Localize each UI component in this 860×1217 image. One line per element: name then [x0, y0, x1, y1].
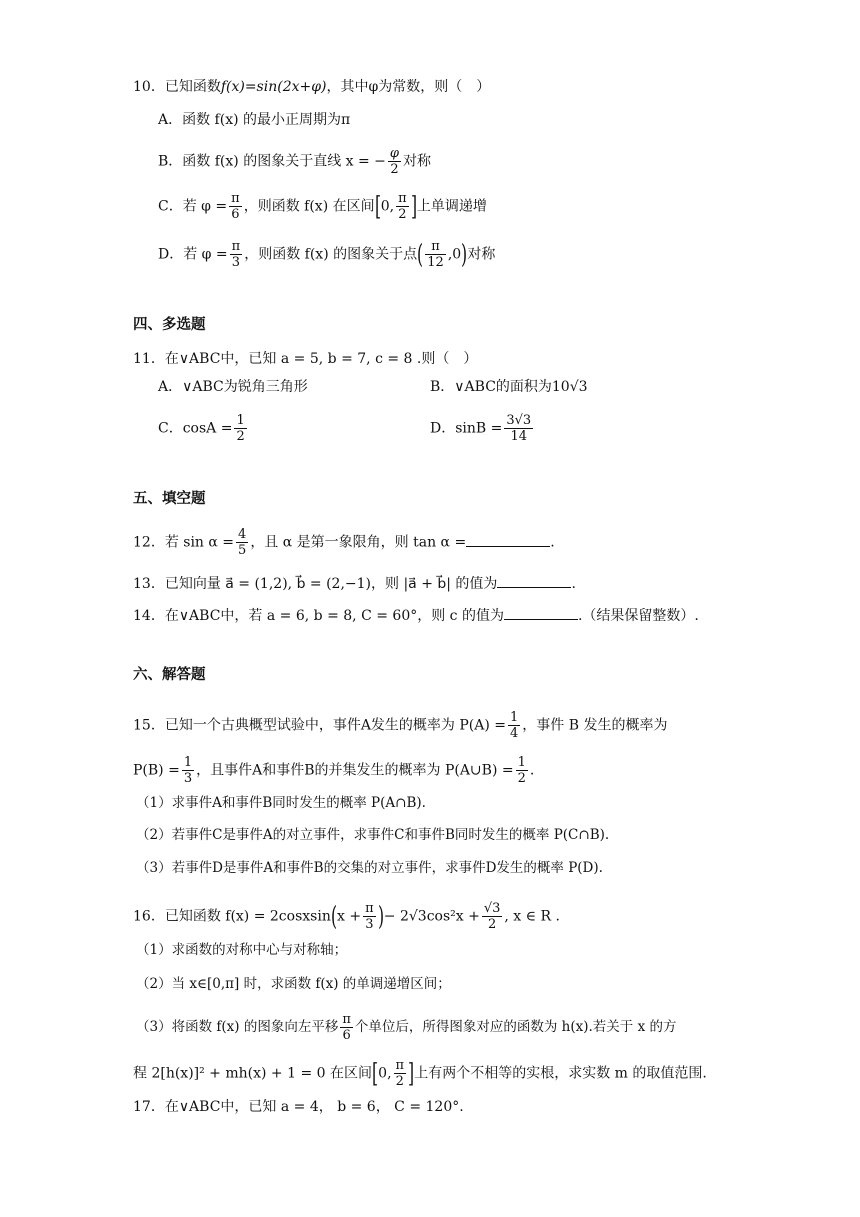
q16-l1-end: , x ∈ R .: [504, 908, 560, 925]
q10-b-frac: [388, 147, 401, 176]
q10-c-mid: ，则函数 f(x) 在区间: [243, 198, 375, 215]
q16-s3b-den: 2: [395, 1074, 404, 1089]
q16-l1-frac: [363, 902, 376, 931]
q16-l1-mid: − 2√3cos²x +: [383, 908, 480, 925]
q16-l1-frac2: [482, 902, 503, 931]
q10-b-pre: B．函数 f(x) 的图象关于直线 x = −: [158, 153, 386, 170]
q10-d-den: 3: [231, 255, 241, 270]
q10-option-d: D．若 φ = $\frac{\pi}{3}$ ，则函数 f(x) 的图象关于点( $\frac{\pi}{12}$ ,0)对称: [158, 239, 496, 270]
q11-c-frac: [234, 414, 246, 443]
q10-b-post: 对称: [403, 153, 432, 170]
q11-d-frac: [504, 414, 533, 443]
q16-l1-den2: 2: [487, 917, 497, 932]
q10-stem: [133, 80, 490, 94]
q15-l1-pre: 15．已知一个古典概型试验中，事件A发生的概率为 P(A) =: [133, 717, 507, 734]
q16-s3b-int-a: 0,: [378, 1065, 392, 1082]
q16-s3-den: 6: [342, 1028, 351, 1043]
q12-answer-blank[interactable]: [466, 534, 550, 547]
q10-d-pt-b: ,0: [447, 246, 462, 263]
q10-stem-text: 10．已知函数: [133, 79, 221, 95]
q11-option-a: A．∨ABC为锐角三角形: [158, 379, 308, 395]
q10-c-pre: C．若 φ =: [158, 198, 228, 215]
q10-d-mid: ，则函数 f(x) 的图象关于点: [244, 246, 418, 263]
q13: [133, 575, 576, 591]
q15-l1-num: 1: [510, 710, 519, 725]
q10-d-pt-den: 12: [427, 255, 444, 270]
q16-l1-num2: √3: [483, 901, 501, 916]
q10-option-b: [158, 147, 431, 176]
q10-d-pt-num: π: [425, 240, 446, 255]
q15-l2-frac: [182, 756, 194, 785]
q16-s3-pre: （3）将函数 f(x) 的图象向左平移: [136, 1019, 339, 1035]
q16-s3-frac: [340, 1013, 353, 1042]
q11-d-num: 3√3: [506, 413, 532, 428]
q16-sub2: （2）当 x∈[0,π] 时，求函数 f(x) 的单调递增区间；: [136, 976, 451, 992]
q12-den: 5: [238, 543, 247, 558]
q10-d-post: 对称: [467, 246, 496, 263]
q11-stem: 11．在∨ABC中，已知 a = 5, b = 7, c = 8 .则（ ）: [133, 351, 478, 367]
q10-c-int-a: 0,: [380, 198, 395, 215]
q10-c-post: 上单调递增: [416, 198, 487, 215]
q16-l1-in-pre: x +: [337, 908, 362, 925]
q10-d-pt-frac: [425, 240, 446, 269]
q15-l2-pre: P(B) =: [133, 762, 180, 779]
section-6-title: 六、解答题: [133, 667, 206, 683]
q11-c-num: 1: [236, 413, 245, 428]
q16-sub3-cont: 程 2[h(x)]² + mh(x) + 1 = 0 在区间[0, $\frac{\pi}{2}$ ]上有两个不相等的实根，求实数 m 的取值范围.: [133, 1058, 707, 1089]
q11-option-b: B．∨ABC的面积为10√3: [430, 379, 588, 395]
q15-sub2: （2）若事件C是事件A的对立事件，求事件C和事件B同时发生的概率 P(C∩B).: [136, 827, 610, 843]
q10-option-a: A．函数 f(x) 的最小正周期为π: [158, 112, 351, 128]
q15-l2-den2: 2: [517, 771, 526, 786]
q16-s3b-post: 上有两个不相等的实根，求实数 m 的取值范围.: [414, 1065, 707, 1082]
q16-s3-post: 个单位后，所得图象对应的函数为 h(x).若关于 x 的方: [354, 1019, 677, 1035]
q10-b-den: 2: [390, 162, 399, 177]
q12-end: .: [550, 534, 555, 551]
q15-sub3: （3）若事件D是事件A和事件B的交集的对立事件，求事件D发生的概率 P(D).: [136, 860, 603, 876]
q12: [133, 528, 555, 557]
q10-d-frac: [230, 240, 243, 269]
q11-option-d: [430, 414, 535, 443]
q13-end: .: [571, 576, 576, 592]
q12-frac: [236, 528, 248, 557]
q16-s3b-pre: 程 2[h(x)]² + mh(x) + 1 = 0 在区间: [133, 1065, 372, 1082]
q12-num: 4: [238, 527, 247, 542]
q16-line1: 16．已知函数 f(x) = 2cosxsin(x + $\frac{\pi}{3}$ )− 2√3cos²x + $\frac{√3}{2}$ , x ∈ R .: [133, 901, 560, 932]
q15-line1: [133, 711, 668, 740]
section-4-title: 四、多选题: [133, 317, 206, 333]
q14-pre: 14．在∨ABC中，若 a = 6, b = 8, C = 60°，则 c 的值为: [133, 608, 504, 624]
q15-l2-mid: ，且事件A和事件B的并集发生的概率为 P(A∪B) =: [196, 762, 514, 779]
q15-sub1: （1）求事件A和事件B同时发生的概率 P(A∩B).: [136, 795, 426, 811]
q16-l1-pre: 16．已知函数 f(x) = 2cosxsin: [133, 908, 331, 925]
q15-l2-num: 1: [183, 755, 193, 770]
q10-c-frac: [229, 192, 242, 221]
q17-stem: 17．在∨ABC中，已知 a = 4， b = 6， C = 120°.: [133, 1099, 464, 1115]
q14: [133, 607, 699, 623]
q10-d-num: π: [231, 239, 241, 254]
q10-c-int-num: π: [398, 191, 407, 206]
q14-end: .（结果保留整数）.: [577, 608, 699, 624]
q15-l2-num2: 1: [517, 755, 526, 770]
q10-func: f(x)=sin(2x+φ): [220, 79, 327, 95]
q16-l1-den: 3: [365, 917, 374, 932]
q10-stem-tail: ，其中φ为常数，则（ ）: [326, 79, 491, 95]
q15-l2-end: .: [529, 762, 535, 779]
q13-answer-blank[interactable]: [497, 575, 571, 588]
q10-option-c: C．若 φ = $\frac{\pi}{6}$ ，则函数 f(x) 在区间[0, $\frac{\pi}{2}$ ]上单调递增: [158, 191, 487, 222]
q16-l1-num: π: [365, 901, 374, 916]
q10-b-num: φ: [389, 146, 400, 161]
q12-pre: 12．若 sin α =: [133, 534, 235, 551]
q16-sub1: （1）求函数的对称中心与对称轴；: [136, 942, 348, 958]
q11-c-den: 2: [236, 429, 245, 444]
q11-d-pre: D．sinB =: [430, 420, 503, 437]
q16-sub3: [136, 1013, 677, 1042]
section-5-title: 五、填空题: [133, 491, 206, 507]
q15-l1-frac: [508, 711, 520, 740]
q15-l1-post: ，事件 B 发生的概率为: [522, 717, 668, 734]
q15-l2-den: 3: [183, 771, 193, 786]
q10-d-pre: D．若 φ =: [158, 246, 228, 263]
q16-s3b-frac: [394, 1059, 407, 1088]
q12-post: ，且 α 是第一象限角，则 tan α =: [250, 534, 467, 551]
q10-c-num: π: [231, 191, 240, 206]
q16-s3b-num: π: [395, 1058, 405, 1073]
q13-pre: 13．已知向量 a⃗ = (1,2), b⃗ = (2,−1)，则 |a⃗ + b⃗| 的值为: [133, 576, 498, 592]
q15-l1-den: 4: [510, 726, 519, 741]
q15-l2-frac2: [516, 756, 528, 785]
q11-d-den: 14: [510, 429, 528, 444]
q15-line2: [133, 756, 534, 785]
q11-c-pre: C．cosA =: [158, 420, 233, 437]
q16-s3-num: π: [342, 1012, 351, 1027]
q10-c-int-den: 2: [398, 207, 407, 222]
q14-answer-blank[interactable]: [504, 607, 578, 620]
q10-c-int-frac: [396, 192, 409, 221]
q10-c-den: 6: [231, 207, 240, 222]
q11-option-c: [158, 414, 249, 443]
